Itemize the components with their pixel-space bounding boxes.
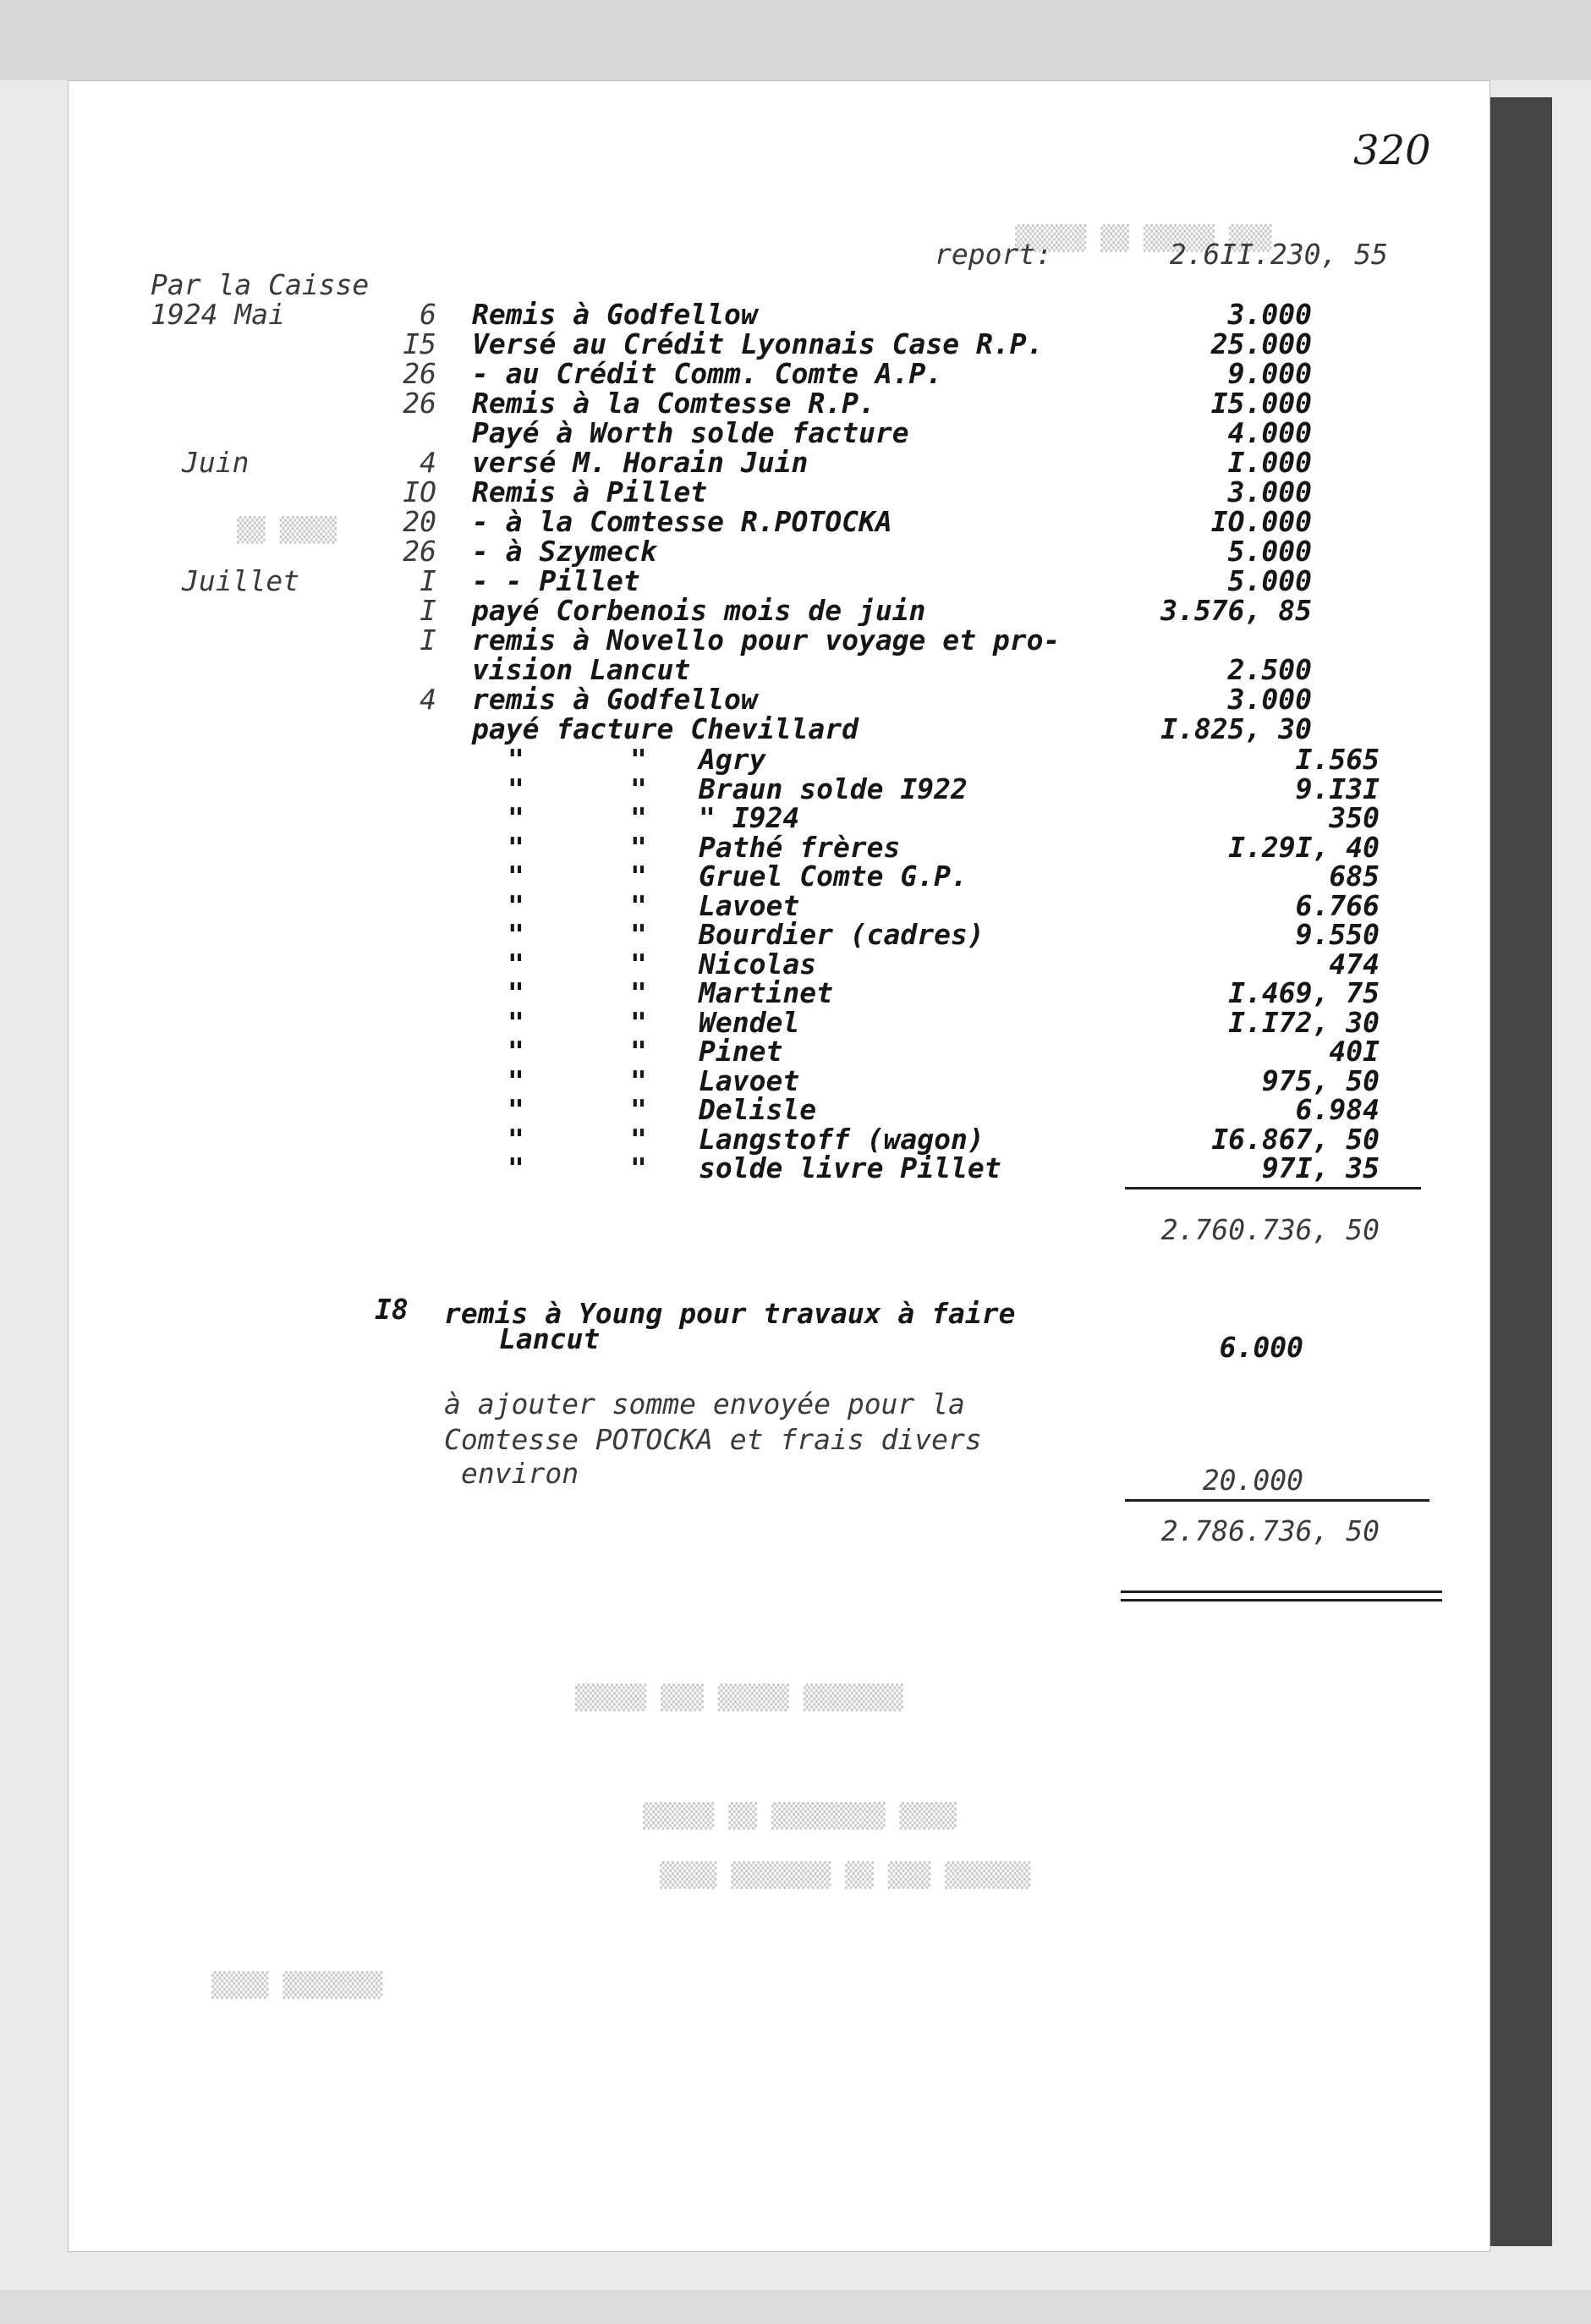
extra-line2: Comtesse POTOCKA et frais divers [444, 1423, 982, 1456]
invoice-name: Braun solde I922 [699, 772, 968, 805]
row-month: 1924 Mai [151, 298, 285, 331]
row-day: I [420, 564, 436, 597]
row-description: - au Crédit Comm. Comte A.P. [472, 357, 943, 390]
invoice-amount: I.565 [1295, 743, 1380, 776]
invoice-name: Martinet [699, 976, 833, 1009]
row-description: Versé au Crédit Lyonnais Case R.P. [472, 327, 1044, 360]
young-day: I8 [375, 1293, 409, 1326]
ditto-mark: " [630, 1064, 647, 1097]
row-month: Juillet [182, 564, 300, 597]
page-number: 320 [1353, 127, 1431, 174]
invoice-name: " I924 [699, 801, 800, 834]
invoice-name: Gruel Comte G.P. [699, 860, 968, 893]
bleed-through-text: ▒▒▒▒▒▒ ▒▒▒ ▒▒ ▒▒▒▒▒▒▒ ▒▒▒▒ [660, 1861, 1031, 1889]
row-day: 26 [403, 387, 436, 420]
row-day: IO [403, 475, 436, 508]
ditto-mark: " [630, 948, 647, 981]
ditto-mark: " [507, 1006, 524, 1039]
bleed-through-text: ▒▒▒▒ ▒▒ [237, 516, 337, 544]
row-amount: I.825, 30 [1160, 712, 1312, 745]
row-day: I [420, 624, 436, 657]
sum-rule [1125, 1187, 1421, 1189]
invoice-amount: 9.I3I [1295, 772, 1380, 805]
bleed-through-text: ▒▒▒▒ ▒▒▒▒▒▒▒▒ ▒▒ ▒▒▒▒▒ [643, 1802, 957, 1830]
invoice-name: Lavoet [699, 1064, 800, 1097]
row-amount: 3.000 [1227, 683, 1312, 716]
ditto-mark: " [507, 1093, 524, 1126]
invoice-name: Nicolas [699, 948, 817, 981]
row-day: 6 [420, 298, 436, 331]
row-amount: 25.000 [1210, 327, 1312, 360]
double-rule-top [1121, 1591, 1442, 1593]
ditto-mark: " [507, 772, 524, 805]
extra-amount: 20.000 [1202, 1464, 1303, 1497]
row-description: versé M. Horain Juin [472, 446, 809, 479]
bleed-through-text: ▒▒▒ ▒▒▒▒▒ ▒▒ ▒▒▒▒▒ [1015, 224, 1272, 252]
subtotal-amount: 2.760.736, 50 [1160, 1213, 1380, 1246]
ditto-mark: " [630, 1151, 647, 1184]
row-description: remis à Godfellow [472, 683, 758, 716]
invoice-amount: 6.766 [1295, 889, 1380, 922]
ditto-mark: " [630, 918, 647, 951]
row-description: remis à Novello pour voyage et pro- [472, 624, 1061, 657]
row-description: vision Lancut [472, 653, 691, 686]
row-description: Payé à Worth solde facture [472, 416, 909, 449]
ditto-mark: " [630, 1006, 647, 1039]
row-amount: I.000 [1227, 446, 1312, 479]
row-amount: 9.000 [1227, 357, 1312, 390]
total-rule [1125, 1499, 1429, 1502]
ditto-mark: " [630, 1123, 647, 1156]
ditto-mark: " [507, 743, 524, 776]
row-description: - à Szymeck [472, 535, 657, 568]
row-description: payé Corbenois mois de juin [472, 594, 926, 627]
young-desc-line1: remis à Young pour travaux à faire [444, 1297, 1016, 1330]
ditto-mark: " [630, 1093, 647, 1126]
row-day: 4 [420, 446, 436, 479]
row-amount: 3.000 [1227, 475, 1312, 508]
section-label: Par la Caisse [151, 268, 370, 301]
row-amount: 4.000 [1227, 416, 1312, 449]
invoice-name: Wendel [699, 1006, 800, 1039]
row-description: payé facture Chevillard [472, 712, 859, 745]
row-description: - à la Comtesse R.POTOCKA [472, 505, 892, 538]
ditto-mark: " [507, 889, 524, 922]
row-description: Remis à la Comtesse R.P. [472, 387, 875, 420]
row-amount: 3.576, 85 [1160, 594, 1312, 627]
invoice-amount: I.469, 75 [1228, 976, 1380, 1009]
ditto-mark: " [507, 801, 524, 834]
invoice-name: Agry [699, 743, 766, 776]
invoice-amount: I.29I, 40 [1228, 831, 1380, 864]
ditto-mark: " [507, 918, 524, 951]
ditto-mark: " [630, 889, 647, 922]
ditto-mark: " [630, 976, 647, 1009]
row-description: Remis à Godfellow [472, 298, 758, 331]
row-amount: IO.000 [1210, 505, 1312, 538]
invoice-name: Delisle [699, 1093, 817, 1126]
page-top-border [0, 0, 1591, 80]
double-rule-bottom [1121, 1599, 1442, 1602]
young-amount: 6.000 [1219, 1331, 1303, 1364]
invoice-amount: 975, 50 [1261, 1064, 1380, 1097]
invoice-amount: I.I72, 30 [1228, 1006, 1380, 1039]
row-amount: I5.000 [1210, 387, 1312, 420]
invoice-name: Bourdier (cadres) [699, 918, 985, 951]
extra-line1: à ajouter somme envoyée pour la [444, 1387, 965, 1420]
invoice-name: Langstoff (wagon) [699, 1123, 985, 1156]
ditto-mark: " [507, 1151, 524, 1184]
row-amount: 5.000 [1227, 564, 1312, 597]
row-amount: 3.000 [1227, 298, 1312, 331]
row-day: 20 [403, 505, 436, 538]
invoice-amount: I6.867, 50 [1211, 1123, 1380, 1156]
extra-line3: environ [461, 1457, 579, 1490]
row-day: 26 [403, 535, 436, 568]
ditto-mark: " [507, 1064, 524, 1097]
bleed-through-text: ▒▒▒▒▒▒▒ ▒▒▒▒▒ ▒▒▒ ▒▒▒▒▒ [575, 1684, 903, 1711]
row-description: - - Pillet [472, 564, 640, 597]
row-month: Juin [182, 446, 250, 479]
ditto-mark: " [630, 801, 647, 834]
bleed-through-text: ▒▒▒▒▒▒▒ ▒▒▒▒ [211, 1971, 383, 1999]
invoice-name: Pathé frères [699, 831, 901, 864]
row-day: I [420, 594, 436, 627]
young-desc-line2: Lancut [499, 1322, 601, 1355]
row-amount: 5.000 [1227, 535, 1312, 568]
page-bottom-border [0, 2290, 1591, 2324]
invoice-name: solde livre Pillet [699, 1151, 1001, 1184]
invoice-amount: 6.984 [1295, 1093, 1380, 1126]
invoice-amount: 350 [1329, 801, 1380, 834]
ditto-mark: " [630, 743, 647, 776]
invoice-amount: 97I, 35 [1261, 1151, 1380, 1184]
invoice-amount: 474 [1329, 948, 1380, 981]
invoice-amount: 40I [1329, 1035, 1380, 1068]
row-description: Remis à Pillet [472, 475, 708, 508]
ditto-mark: " [507, 860, 524, 893]
report-amount: 2.6II.230, 55 [1169, 238, 1388, 271]
report-label: report: [935, 238, 1053, 271]
row-day: 26 [403, 357, 436, 390]
row-amount: 2.500 [1227, 653, 1312, 686]
ditto-mark: " [630, 1035, 647, 1068]
row-day: I5 [403, 327, 436, 360]
ditto-mark: " [507, 1123, 524, 1156]
row-day: 4 [420, 683, 436, 716]
ditto-mark: " [507, 948, 524, 981]
ditto-mark: " [507, 1035, 524, 1068]
sheet-shadow [1489, 97, 1552, 2246]
ditto-mark: " [630, 772, 647, 805]
invoice-name: Lavoet [699, 889, 800, 922]
invoice-name: Pinet [699, 1035, 783, 1068]
ditto-mark: " [630, 831, 647, 864]
ditto-mark: " [630, 860, 647, 893]
invoice-amount: 9.550 [1295, 918, 1380, 951]
total-amount: 2.786.736, 50 [1160, 1514, 1380, 1547]
invoice-amount: 685 [1329, 860, 1380, 893]
ditto-mark: " [507, 831, 524, 864]
ditto-mark: " [507, 976, 524, 1009]
